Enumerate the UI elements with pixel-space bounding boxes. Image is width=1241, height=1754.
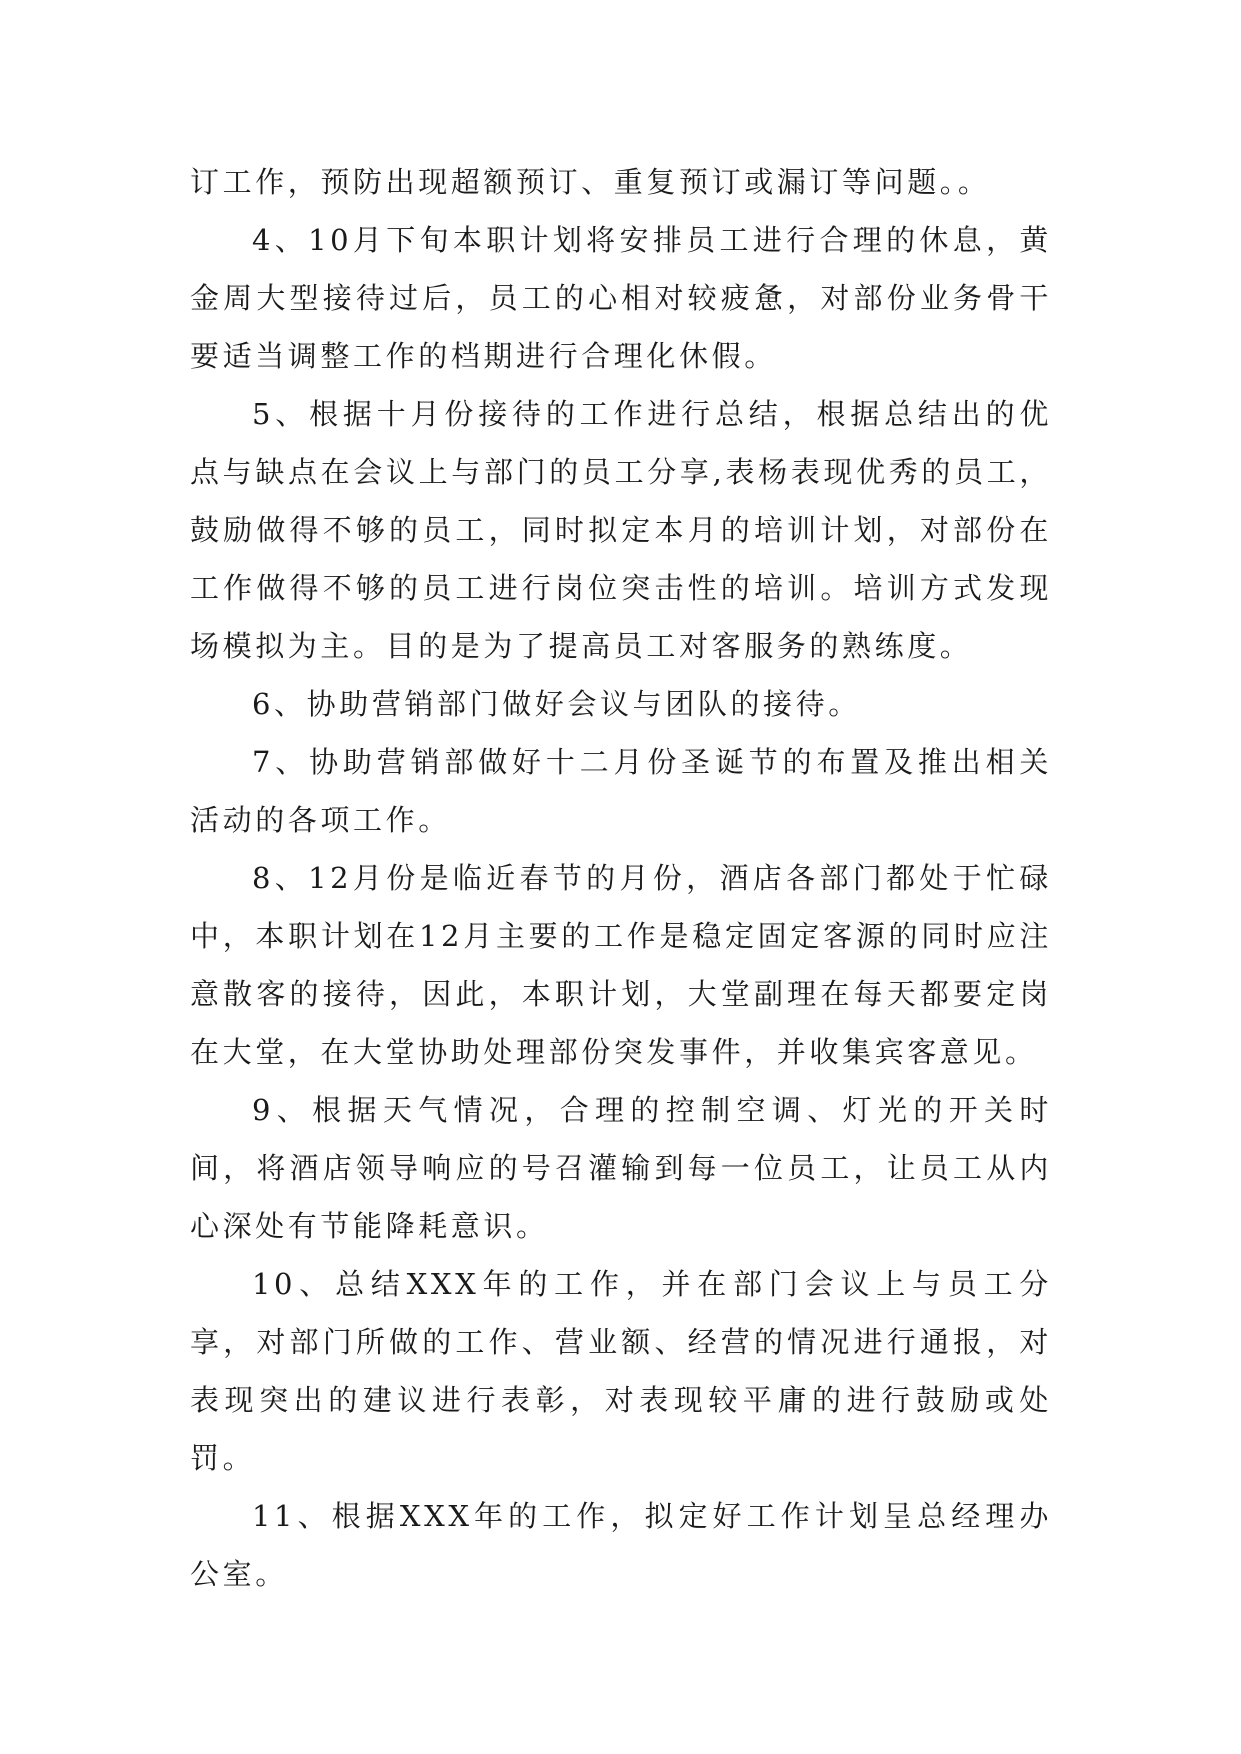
document-body — [190, 153, 1052, 1603]
paragraph-item-5: 5、根据十月份接待的工作进行总结，根据总结出的优点与缺点在会议上与部门的员工分享,表杨表现优秀的员工，鼓励做得不够的员工，同时拟定本月的培训计划，对部份在工作做得不够的员工进行岗位突击性的培训。培训方式发现场模拟为主。目的是为了提高员工对客服务的熟练度。 — [190, 397, 1052, 663]
paragraph-item-11: 11、根据XXX年的工作，拟定好工作计划呈总经理办公室。 — [190, 1499, 1052, 1591]
paragraph-item-6: 6、协助营销部门做好会议与团队的接待。 — [252, 687, 861, 721]
paragraph-item-7: 7、协助营销部做好十二月份圣诞节的布置及推出相关活动的各项工作。 — [190, 745, 1052, 837]
paragraph-item-9: 9、根据天气情况，合理的控制空调、灯光的开关时间，将酒店领导响应的号召灌输到每一位员工，让员工从内心深处有节能降耗意识。 — [190, 1093, 1052, 1243]
paragraph-item-10: 10、总结XXX年的工作，并在部门会议上与员工分享，对部门所做的工作、营业额、经营的情况进行通报，对表现突出的建议进行表彰，对表现较平庸的进行鼓励或处罚。 — [190, 1267, 1052, 1475]
paragraph-continuation: 订工作，预防出现超额预订、重复预订或漏订等问题。。 — [190, 165, 991, 199]
paragraph-item-8: 8、12月份是临近春节的月份，酒店各部门都处于忙碌中，本职计划在12月主要的工作是稳定固定客源的同时应注意散客的接待，因此，本职计划，大堂副理在每天都要定岗在大堂，在大堂协助处理部份突发事件，并收集宾客意见。 — [190, 861, 1052, 1069]
paragraph-item-4: 4、10月下旬本职计划将安排员工进行合理的休息，黄金周大型接待过后，员工的心相对较疲惫，对部份业务骨干要适当调整工作的档期进行合理化休假。 — [190, 223, 1052, 373]
